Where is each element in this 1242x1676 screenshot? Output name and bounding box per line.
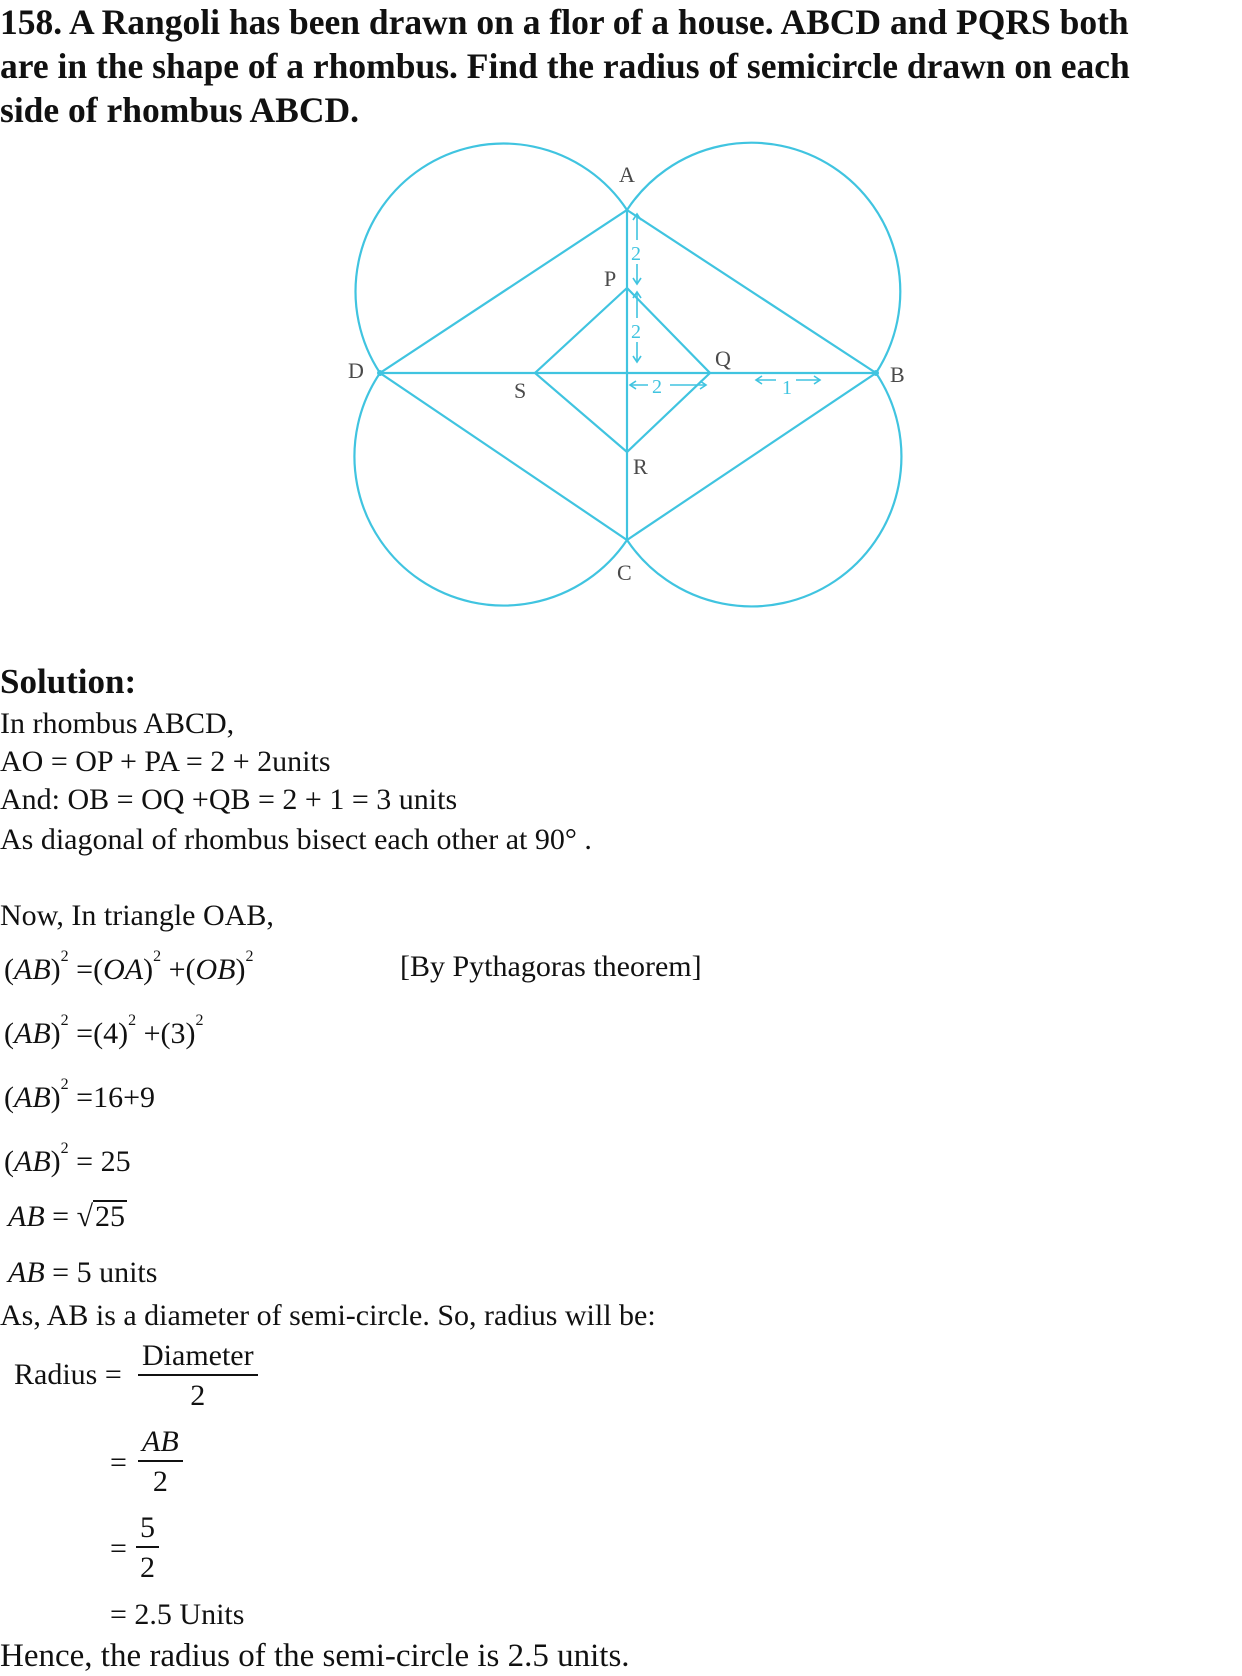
equation-4: (AB)$^2$ = 25	[4, 1140, 131, 1178]
radius-label: Radius =	[14, 1358, 122, 1391]
solution-heading: Solution:	[0, 662, 137, 701]
eq2-exp-3: 2	[195, 1012, 204, 1029]
result-line: = 2.5 Units	[110, 1598, 245, 1631]
question-text	[0, 0, 1242, 132]
eq3-lhs: AB	[14, 1081, 51, 1114]
eq5-lhs: AB	[8, 1200, 45, 1233]
fraction-diameter	[138, 1338, 258, 1416]
question-line-3: side of rhombus ABCD.	[0, 90, 360, 130]
vertex-dot-d	[377, 370, 383, 376]
rangoli-diagram	[0, 128, 1242, 630]
label-q: Q	[715, 346, 731, 371]
eq1-lhs: AB	[14, 953, 51, 986]
dim-label-qb: 1	[782, 377, 792, 399]
solution-line-5: Now, In triangle OAB,	[0, 899, 274, 932]
fraction-ab-den: 2	[152, 1465, 168, 1498]
eq3-rhs: =16+9	[76, 1081, 155, 1114]
final-answer: Hence, the radius of the semi-circle is 2.5 units.	[0, 1638, 630, 1674]
equation-5: AB = √25	[8, 1200, 126, 1233]
eq1-exp-3: 2	[245, 948, 254, 965]
question-line-1: 158. A Rangoli has been drawn on a flor of a house. ABCD and PQRS both	[0, 2, 1129, 42]
solution-line-4: As diagonal of rhombus bisect each other at 90° .	[0, 823, 592, 856]
eq-sign-3: =	[110, 1532, 127, 1565]
pythagoras-note: [By Pythagoras theorem]	[400, 950, 702, 983]
semicircle-ab	[627, 143, 900, 373]
label-p: P	[604, 266, 617, 291]
label-s: S	[514, 378, 527, 403]
eq2-exp-2: 2	[128, 1012, 137, 1029]
label-c: C	[617, 560, 632, 585]
semicircle-cd	[354, 373, 627, 606]
solution-line-1: In rhombus ABCD,	[0, 707, 235, 740]
solution-line-2: AO = OP + PA = 2 + 2units	[0, 745, 331, 778]
equation-2: $(AB)^2 =(4)^2 +(3)^2$	[4, 1012, 204, 1050]
semicircle-bc	[627, 373, 901, 606]
eq2-exp-1: 2	[60, 1012, 69, 1029]
eq4-lhs: AB	[14, 1145, 51, 1178]
question-line-2: are in the shape of a rhombus. Find the radius of semicircle drawn on each	[0, 46, 1130, 86]
eq3-exp: 2	[60, 1076, 69, 1093]
eq6-rhs: = 5 units	[44, 1256, 158, 1289]
eq2-lhs: AB	[14, 1017, 51, 1050]
eq1-exp-1: 2	[60, 948, 69, 965]
rhombus-pqrs	[535, 288, 710, 452]
dim-label-oq: 2	[652, 376, 662, 398]
fraction-diameter-num: Diameter	[142, 1339, 254, 1372]
fraction-five-num: 5	[140, 1511, 155, 1544]
label-b: B	[890, 362, 905, 387]
equation-6	[8, 1256, 157, 1290]
dim-label-ap: 2	[631, 243, 641, 265]
label-r: R	[633, 454, 648, 479]
eq1-exp-2: 2	[153, 948, 162, 965]
label-a: A	[619, 162, 635, 187]
eq5-eq: =	[44, 1200, 77, 1233]
fraction-ab	[138, 1424, 183, 1502]
fraction-diameter-den: 2	[190, 1379, 206, 1412]
solution-line-6: As, AB is a diameter of semi-circle. So, radius will be:	[0, 1299, 656, 1332]
eq6-lhs: AB	[8, 1256, 45, 1289]
eq1-a: OA	[103, 953, 144, 986]
vertex-dot-b	[873, 370, 879, 376]
solution-line-3: And: OB = OQ +QB = 2 + 1 = 3 units	[0, 783, 458, 816]
rangoli-figure	[0, 128, 1242, 630]
fraction-five	[136, 1510, 159, 1588]
eq2-b: 3	[170, 1017, 186, 1050]
eq4-rhs: = 25	[76, 1145, 131, 1178]
eq5-radicand: 25	[95, 1200, 126, 1233]
fraction-ab-num: AB	[142, 1425, 179, 1458]
eq2-a: 4	[103, 1017, 119, 1050]
equation-1: (AB)$^2$ =(OA)$^2$ +(OB)$^2$	[4, 948, 254, 986]
figure-strokes	[354, 143, 901, 607]
eq1-b: OB	[195, 953, 236, 986]
equation-3: (AB)$^2$ =16+9	[4, 1076, 155, 1114]
eq-sign-2: =	[110, 1446, 127, 1479]
label-d: D	[348, 358, 364, 383]
dim-label-po: 2	[631, 321, 641, 343]
fraction-five-den: 2	[140, 1551, 155, 1584]
semicircle-ad	[356, 144, 627, 373]
eq4-exp: 2	[60, 1140, 69, 1157]
